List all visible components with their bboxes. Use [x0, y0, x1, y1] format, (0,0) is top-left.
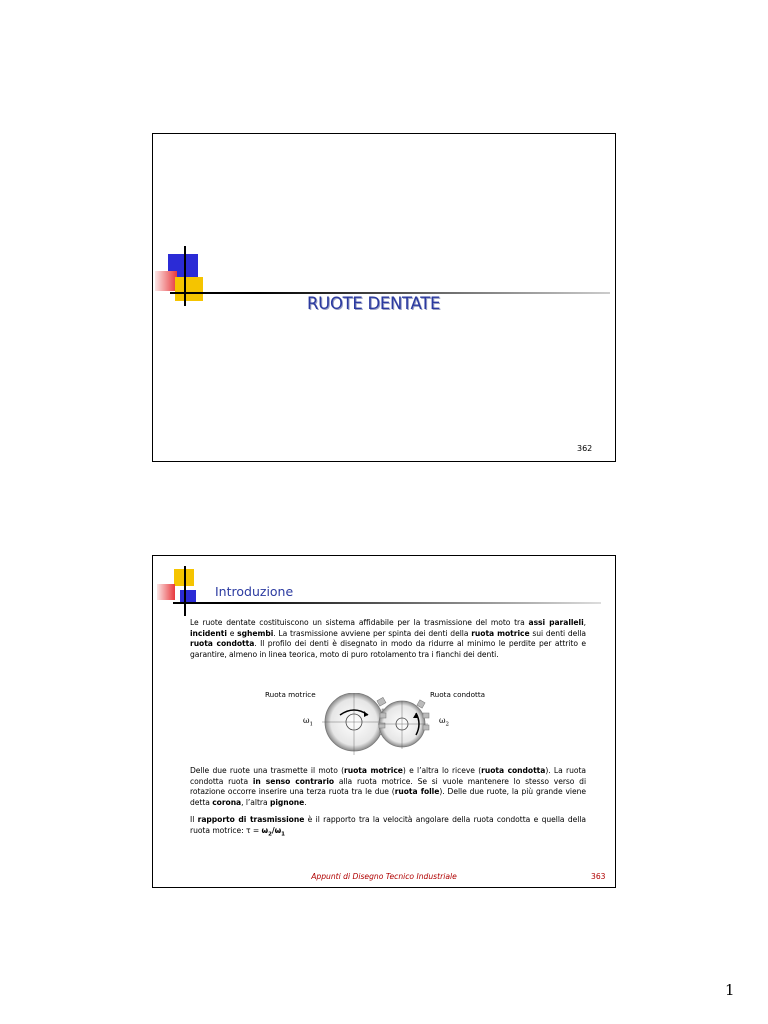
slide-page-number: 362 [577, 444, 593, 453]
deco-square-yellow [175, 277, 203, 301]
text-run: . [304, 797, 307, 807]
text-run: rapporto di trasmissione [197, 815, 305, 824]
label-ruota-motrice: Ruota motrice [265, 690, 316, 699]
slide-title: RUOTE DENTATE [307, 294, 441, 313]
slide-1 [152, 133, 616, 462]
paragraph-intro [190, 618, 586, 660]
text-run: pignone [269, 797, 305, 807]
paragraph-rapporto [190, 815, 586, 840]
paragraph-motrice-condotta [190, 766, 586, 808]
text-run: ) e l’altra lo riceve ( [402, 766, 482, 775]
slide-2 [152, 555, 616, 888]
text-run: assi paralleli [528, 618, 584, 627]
text-run: incidenti [190, 628, 227, 638]
text-run: ruota motrice [344, 766, 403, 775]
slide-title: Introduzione [215, 584, 294, 599]
title-rule [173, 602, 601, 604]
deco-square-red [157, 584, 175, 600]
slide-page-number: 363 [591, 872, 606, 881]
text-run: /ω [271, 825, 282, 835]
text-run: e [226, 628, 238, 638]
text-run: alla ruota motrice. Se si vuole mantenere lo stesso verso di rotazione occorre inserire una terza ruota tra le due ( [190, 776, 587, 797]
text-run: , l’altra [241, 797, 270, 807]
text-run: ruota folle [394, 787, 440, 797]
text-run: . La trasmissione avviene per spinta dei denti della [273, 628, 472, 638]
text-run: , [583, 618, 587, 627]
document-page-number: 1 [725, 981, 735, 999]
text-run: sghembi [237, 628, 274, 638]
gear-figure [318, 693, 436, 763]
label-ruota-condotta: Ruota condotta [430, 690, 486, 699]
text-run: . Il profilo dei denti è disegnato in modo da ridurre al minimo le perdite per attrito e garantire, almeno in linea teorica, moto di puro rotolamento tra i fianchi dei denti. [190, 639, 586, 659]
text-run: ). Delle due ruote, la più grande viene detta [190, 787, 586, 807]
text-run: ). La ruota condotta ruota [190, 766, 586, 786]
text-run: è il rapporto tra la velocità angolare della ruota condotta e quella della ruota motrice: τ = [190, 815, 586, 835]
text-run: Delle due ruote una trasmette il moto ( [190, 766, 345, 775]
text-run: 1 [281, 831, 285, 838]
text-run: Le ruote dentate costituiscono un sistema affidabile per la trasmissione del moto tra [190, 618, 529, 627]
text-run: Il [190, 815, 198, 824]
deco-vertical-line [184, 566, 186, 616]
text-run: 2 [268, 831, 272, 838]
slide-footer: Appunti di Disegno Tecnico Industriale [311, 872, 457, 881]
omega1-label: $\omega_1$ [303, 716, 314, 728]
text-run: ruota condotta [190, 639, 255, 649]
text-run: sui denti della [529, 628, 586, 638]
text-run: in senso contrario [252, 776, 335, 786]
deco-vertical-line [184, 246, 186, 306]
deco-square-red [155, 271, 177, 291]
text-run: corona [212, 797, 242, 807]
text-run: ω [261, 825, 269, 835]
gear-driven [378, 700, 429, 749]
text-run: ruota motrice [471, 628, 530, 638]
omega2-label: $\omega_2$ [439, 716, 450, 728]
text-run: ruota condotta [481, 766, 546, 775]
